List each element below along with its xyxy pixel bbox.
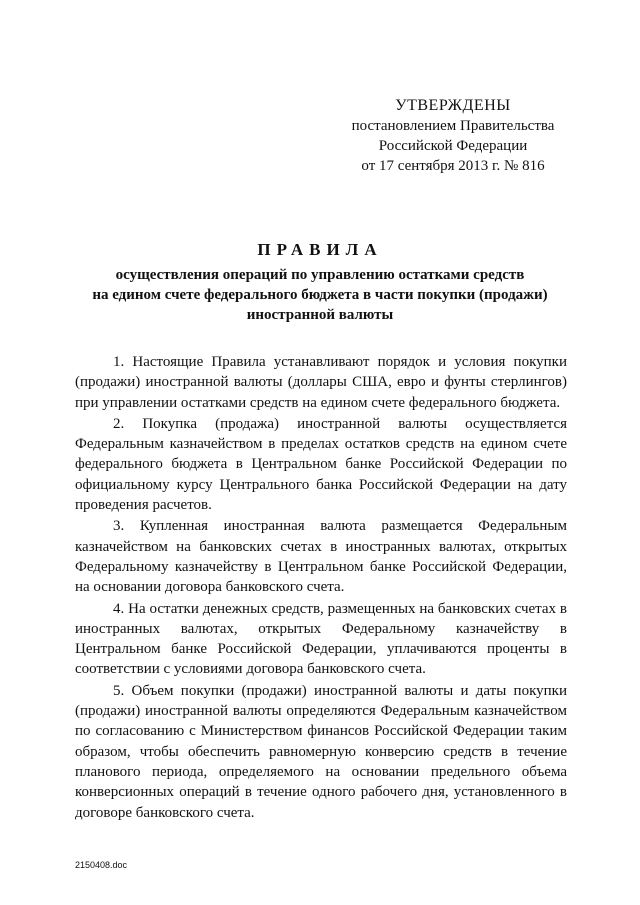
subtitle-line-2: на едином счете федерального бюджета в части покупки (продажи) [92, 287, 548, 303]
file-name-footer: 2150408.doc [75, 860, 128, 870]
subtitle-line-3: иностранной валюты [246, 307, 394, 323]
approval-heading: УТВЕРЖДЕНЫ [395, 97, 511, 114]
approval-line-country: Российской Федерации [378, 138, 528, 154]
paragraph-5: 5. Объем покупки (продажи) иностранной валюты и даты покупки (продажи) иностранной валюты определяются Федеральным казначейством по согласованию с Министерством финансов Российской Федерации таким образом, чтобы обеспечить равномерную конверсию средств в течение планового периода, определяемого на основании предельного объема конверсионных операций в течение одного рабочего дня, установленного в договоре банковского счета. [75, 682, 567, 821]
paragraph-2: 2. Покупка (продажа) иностранной валюты осуществляется Федеральным казначейством в пределах остатков средств на едином счете федерального бюджета в Центральном банке Российской Федерации по официальному курсу Центрального банка Российской Федерации на дату проведения расчетов. [75, 415, 567, 514]
document-subtitle [60, 265, 580, 325]
paragraph-1: 1. Настоящие Правила устанавливают порядок и условия покупки (продажи) иностранной валюты (доллары США, евро и фунты стерлингов) при управлении остатками средств на едином счете федерального бюджета. [75, 354, 567, 411]
document-body [75, 352, 567, 824]
approval-block [338, 96, 568, 176]
paragraph-4: 4. На остатки денежных средств, размещенных на банковских счетах в иностранных валютах, открытых Федеральному казначейству в Центральном банке Российской Федерации, уплачиваются проценты в соответствии с условиями договора банковского счета. [75, 600, 567, 678]
subtitle-line-1: осуществления операций по управлению остатками средств [115, 267, 525, 283]
document-title: ПРАВИЛА [257, 240, 383, 259]
paragraph-3: 3. Купленная иностранная валюта размещается Федеральным казначейством на банковских счетах в иностранных валютах, открытых Федеральному казначейству в Центральном банке Российской Федерации, на основании договора банковского счета. [75, 518, 567, 596]
approval-line-date-number: от 17 сентября 2013 г. № 816 [361, 158, 545, 174]
approval-line-decree: постановлением Правительства [351, 118, 555, 134]
